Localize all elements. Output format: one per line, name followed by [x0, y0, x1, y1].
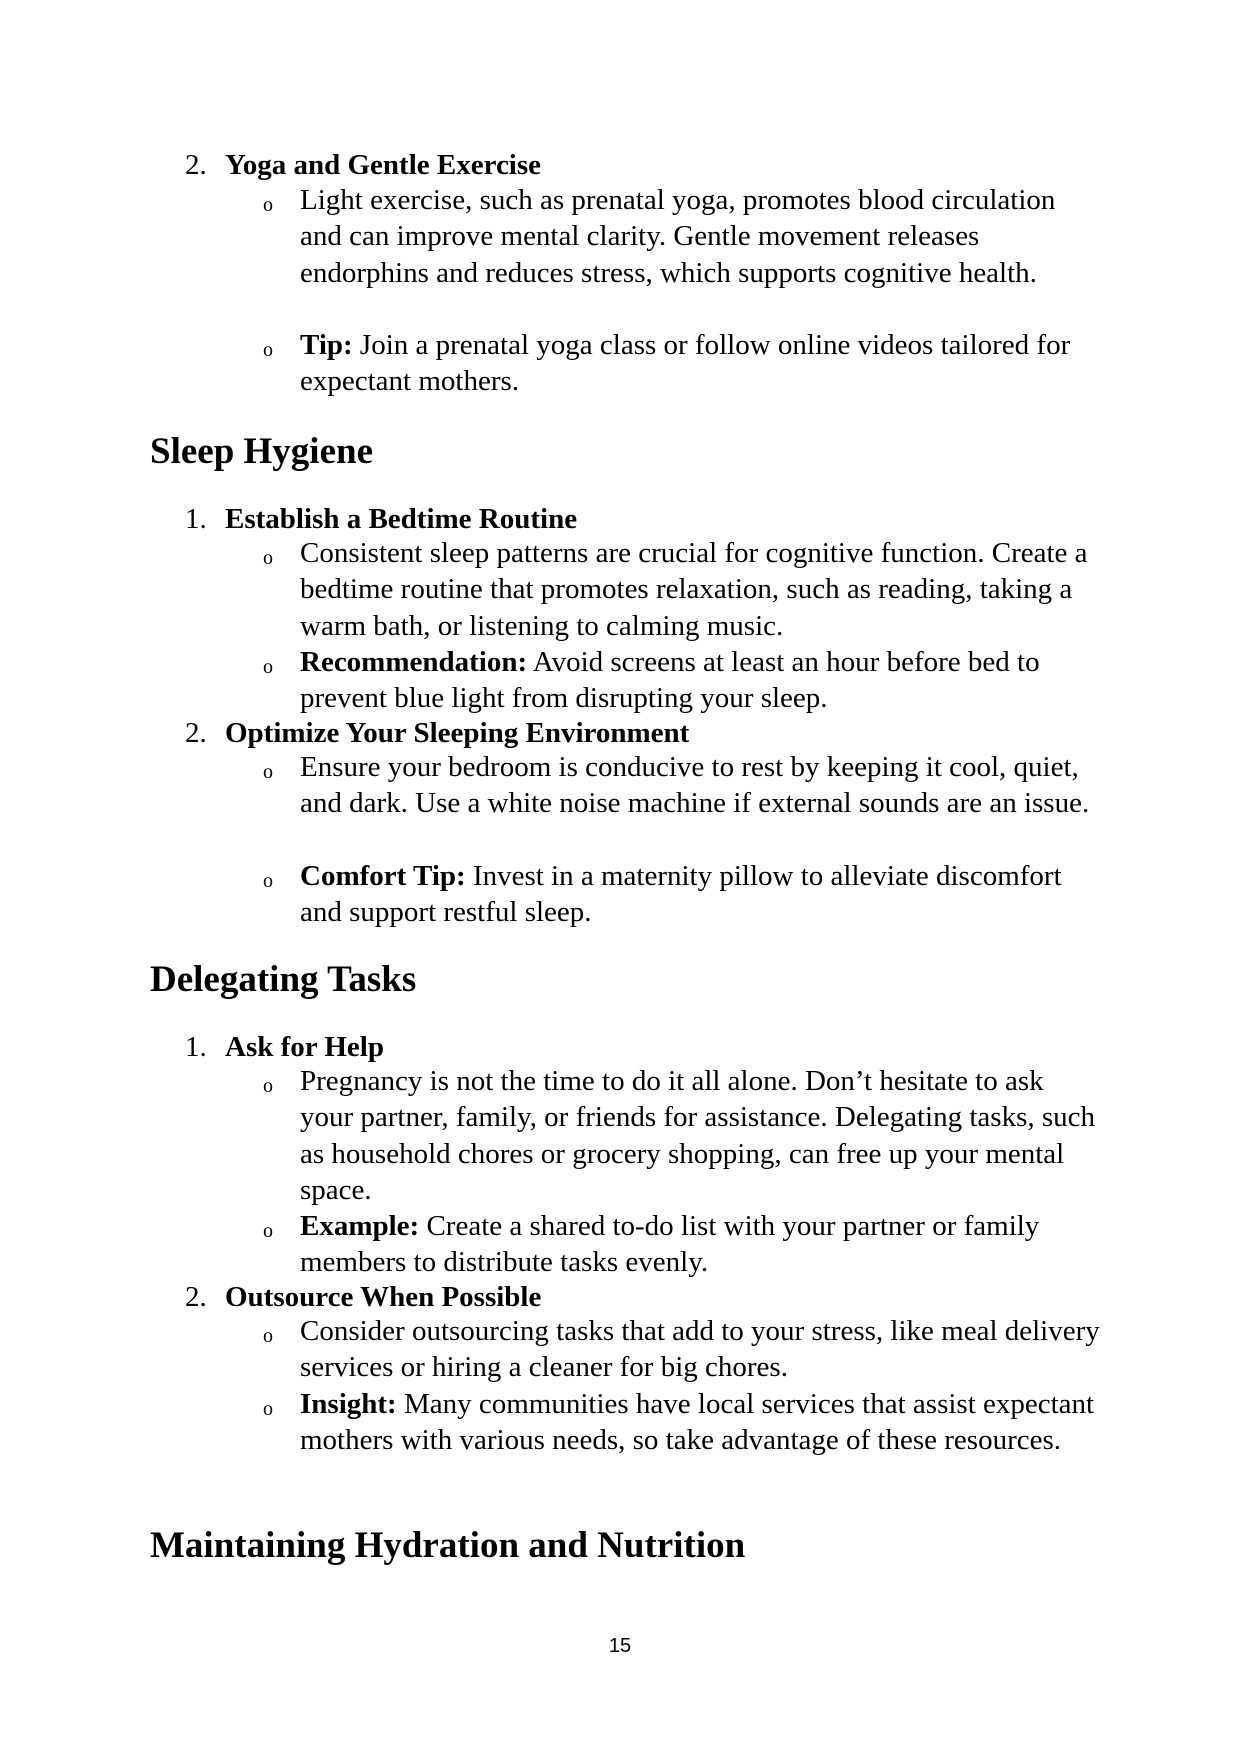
item-title: Optimize Your Sleeping Environment	[225, 717, 690, 749]
bullet-text: Insight: Many communities have local services that assist expectant mothers with various needs, so take advantage of these resources.	[300, 1388, 1095, 1457]
list-number: 2.	[185, 149, 207, 181]
bullet-icon: o	[263, 339, 273, 361]
list-number: 2.	[185, 717, 207, 749]
item-title: Establish a Bedtime Routine	[225, 503, 578, 535]
bullet-text: Example: Create a shared to-do list with your partner or family members to distribute tasks evenly.	[300, 1210, 1040, 1279]
bullet-icon: o	[263, 1075, 273, 1097]
list-item-environment	[185, 716, 689, 750]
list-number: 1.	[185, 1031, 207, 1063]
section-heading-hydration: Maintaining Hydration and Nutrition	[150, 1525, 746, 1566]
bullet-label: Insight:	[300, 1388, 397, 1420]
bullet-text: Consider outsourcing tasks that add to your stress, like meal delivery services or hiring a cleaner for big chores.	[300, 1315, 1100, 1384]
bullet-label: Recommendation:	[300, 646, 528, 678]
bullet-text: Consistent sleep patterns are crucial for cognitive function. Create a bedtime routine that promotes relaxation, such as reading, taking a warm bath, or listening to calming music.	[300, 537, 1088, 642]
bullet-label: Tip:	[300, 329, 353, 361]
bullet-text: Ensure your bedroom is conducive to rest by keeping it cool, quiet, and dark. Use a white noise machine if external sounds are an issue.	[300, 751, 1090, 820]
bullet-icon: o	[263, 761, 273, 783]
item-title: Yoga and Gentle Exercise	[225, 149, 542, 181]
bullet-text: Comfort Tip: Invest in a maternity pillow to alleviate discomfort and support restful sleep.	[300, 860, 1062, 929]
bullet-icon: o	[263, 1220, 273, 1242]
list-item-outsource	[185, 1280, 541, 1314]
list-item-yoga	[185, 148, 541, 182]
list-number: 1.	[185, 503, 207, 535]
bullet-icon: o	[263, 194, 273, 216]
bullet-label: Comfort Tip:	[300, 860, 466, 892]
bullet-text: Recommendation: Avoid screens at least an hour before bed to prevent blue light from disrupting your sleep.	[300, 646, 1040, 715]
bullet-text: Pregnancy is not the time to do it all alone. Don’t hesitate to ask your partner, family, or friends for assistance. Delegating tasks, such as household chores or grocery shopping, can free up your mental space.	[300, 1065, 1096, 1206]
list-number: 2.	[185, 1281, 207, 1313]
section-heading-delegating: Delegating Tasks	[150, 959, 417, 1000]
section-heading-sleep: Sleep Hygiene	[150, 431, 374, 472]
bullet-text: Light exercise, such as prenatal yoga, promotes blood circulation and can improve mental clarity. Gentle movement releases endorphins and reduces stress, which supports cognitive health.	[300, 184, 1056, 289]
bullet-icon: o	[263, 1325, 273, 1347]
bullet-icon: o	[263, 656, 273, 678]
item-title: Outsource When Possible	[225, 1281, 542, 1313]
bullet-label: Example:	[300, 1210, 420, 1242]
bullet-text: Tip: Join a prenatal yoga class or follow online videos tailored for expectant mothers.	[300, 329, 1071, 398]
list-item-ask-help	[185, 1030, 384, 1064]
bullet-icon: o	[263, 870, 273, 892]
bullet-icon: o	[263, 547, 273, 569]
item-title: Ask for Help	[225, 1031, 384, 1063]
page-number: 15	[608, 1635, 632, 1657]
bullet-icon: o	[263, 1398, 273, 1420]
list-item-bedtime	[185, 502, 577, 536]
